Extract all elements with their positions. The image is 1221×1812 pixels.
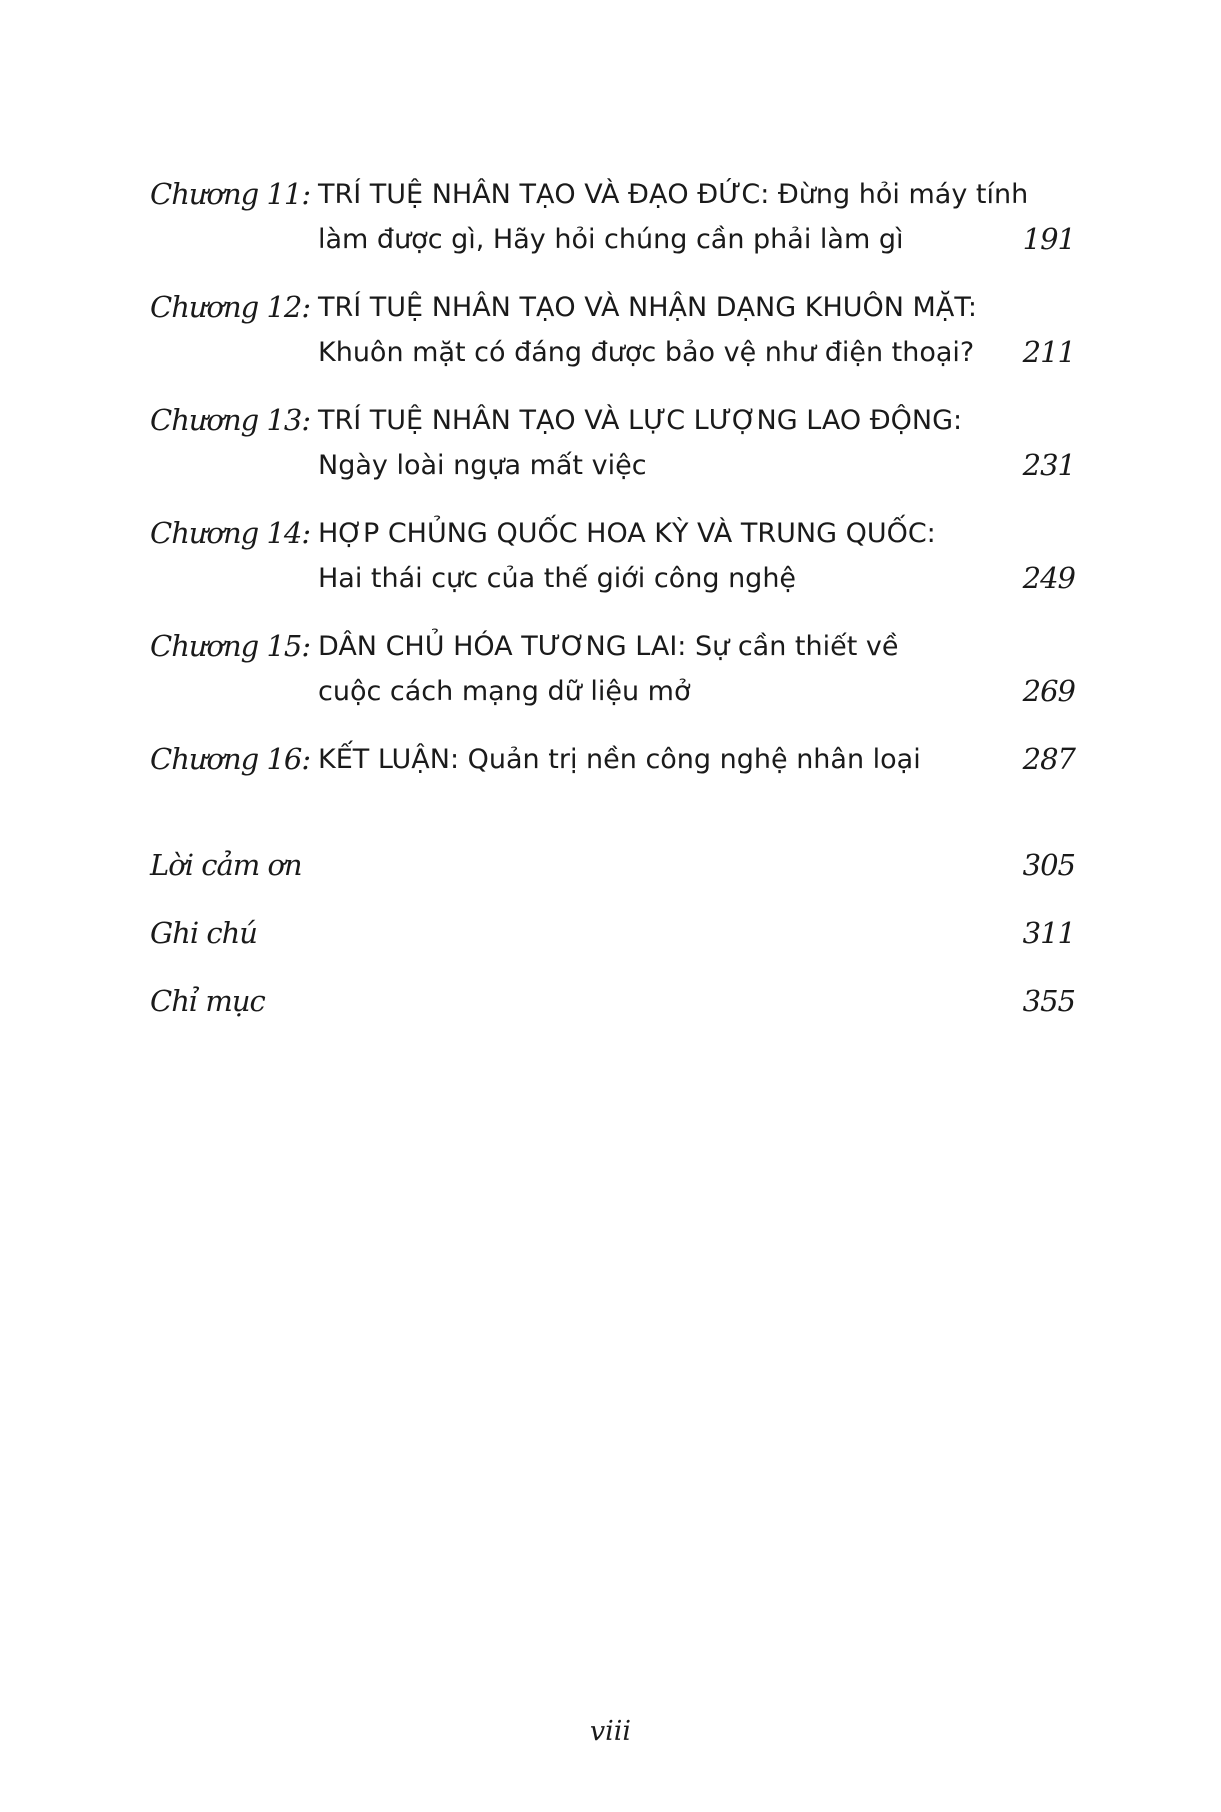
chapter-title-line: TRÍ TUỆ NHÂN TẠO VÀ LỰC LƯỢNG LAO ĐỘNG: [318, 405, 963, 436]
chapter-title [318, 172, 1098, 262]
toc-entry-chapter-15[interactable] [150, 624, 1075, 714]
page-number: 231 [1022, 448, 1075, 482]
chapter-title [318, 285, 1075, 375]
page-folio: viii [589, 1716, 632, 1747]
back-matter-label: Ghi chú [150, 916, 257, 950]
page-number: 211 [1022, 335, 1075, 369]
chapter-title-line: cuộc cách mạng dữ liệu mở [318, 676, 691, 707]
toc-entry-chapter-14[interactable] [150, 511, 1075, 601]
page-number: 305 [1022, 848, 1075, 882]
toc-entry-chapter-16[interactable] [150, 737, 1075, 782]
page-number: 269 [1022, 674, 1075, 708]
chapter-title-line: Khuôn mặt có đáng được bảo vệ như điện thoại? [318, 337, 975, 368]
toc-entry-chapter-12[interactable] [150, 285, 1075, 375]
page-number: 249 [1022, 561, 1075, 595]
chapter-label: Chương 15: [150, 629, 311, 663]
chapter-title-line: DÂN CHỦ HÓA TƯƠNG LAI: Sự cần thiết về [318, 631, 899, 662]
page-number: 311 [1022, 916, 1075, 950]
chapter-title-line: Ngày loài ngựa mất việc [318, 450, 647, 481]
chapter-label: Chương 12: [150, 290, 311, 324]
chapter-title [318, 398, 1075, 488]
chapter-title-line: KẾT LUẬN: Quản trị nền công nghệ nhân loại [318, 744, 921, 775]
page-number: 355 [1022, 984, 1075, 1018]
toc-entry-index[interactable] [150, 979, 1075, 1024]
toc-entry-chapter-11[interactable] [150, 172, 1075, 262]
back-matter-list [150, 843, 1075, 1047]
chapter-label: Chương 14: [150, 516, 311, 550]
chapter-title-line: làm được gì, Hãy hỏi chúng cần phải làm gì [318, 224, 904, 255]
chapter-title [318, 624, 1075, 714]
chapter-label: Chương 16: [150, 742, 311, 776]
back-matter-label: Chỉ mục [150, 984, 265, 1018]
toc-entry-acknowledgements[interactable] [150, 843, 1075, 888]
chapter-label: Chương 13: [150, 403, 311, 437]
page-number: 287 [1022, 742, 1075, 776]
chapter-title-line: HỢP CHỦNG QUỐC HOA KỲ VÀ TRUNG QUỐC: [318, 518, 936, 549]
chapter-label: Chương 11: [150, 177, 311, 211]
chapter-title [318, 737, 1075, 782]
chapter-title-line: TRÍ TUỆ NHÂN TẠO VÀ ĐẠO ĐỨC: Đừng hỏi máy tính [318, 179, 1029, 210]
chapter-title-line: TRÍ TUỆ NHÂN TẠO VÀ NHẬN DẠNG KHUÔN MẶT: [318, 292, 977, 323]
page-number: 191 [1022, 222, 1075, 256]
table-of-contents [150, 172, 1075, 782]
chapter-title [318, 511, 1075, 601]
toc-entry-chapter-13[interactable] [150, 398, 1075, 488]
chapter-title-line: Hai thái cực của thế giới công nghệ [318, 563, 797, 594]
back-matter-label: Lời cảm ơn [150, 848, 302, 882]
toc-entry-notes[interactable] [150, 911, 1075, 956]
